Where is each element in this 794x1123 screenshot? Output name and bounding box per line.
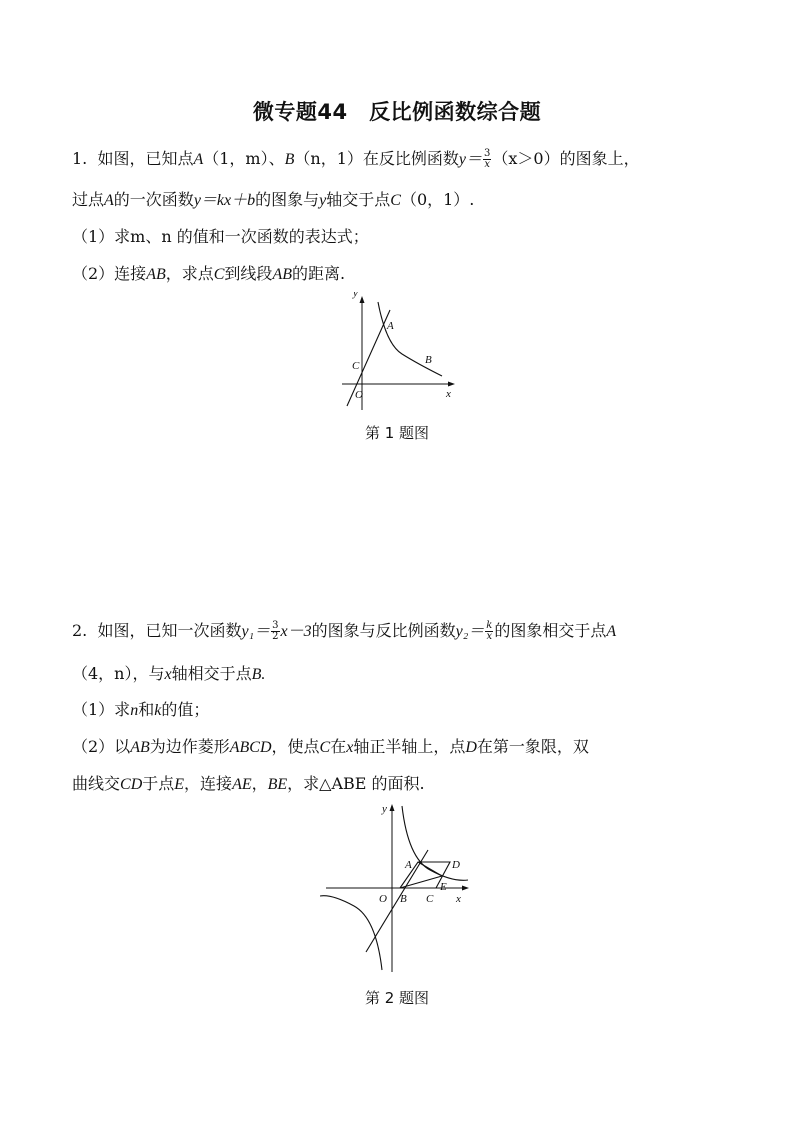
q1-sep: 、 <box>268 149 285 168</box>
q2-p2-d-point: D <box>465 739 477 756</box>
q2-p1-c: 的值； <box>161 700 210 719</box>
q2-p1-a: （1）求 <box>72 700 131 719</box>
q2-p2-comma: ， <box>251 774 268 793</box>
q1-p2-ab2: AB <box>272 266 292 283</box>
q2-hyperbola-lower <box>320 896 382 970</box>
q1-a-coords: （1，m） <box>203 149 269 168</box>
q2-p2-f: 在第一象限，双 <box>476 737 589 756</box>
q1-p2-ab: AB <box>146 266 166 283</box>
q2-intro: 如图，已知一次函数 <box>97 621 242 640</box>
q2-figure <box>320 800 480 975</box>
q1-part-2 <box>72 264 345 285</box>
q1-intro: 如图，已知点 <box>97 149 194 168</box>
page-title: 微专题44 反比例函数综合题 <box>252 100 542 124</box>
q2-p2l2-d: ，求△ABE 的面积. <box>287 774 425 793</box>
q1-line <box>347 310 390 406</box>
q2-f1-den: 2 <box>272 631 279 642</box>
q2-fraction-2 <box>485 621 493 642</box>
q1-l2-b: 的一次函数 <box>113 190 194 209</box>
q2-part-2-line-2 <box>72 774 425 795</box>
q2-p1-k: k <box>154 702 162 719</box>
q2-p2-c-point: C <box>319 739 331 756</box>
q1-condition: （x＞0）的图象上， <box>492 149 640 168</box>
q1-label-o: O <box>355 389 363 401</box>
q2-p1-n: n <box>130 702 139 719</box>
q2-f2-num: k <box>486 620 493 631</box>
q2-f1-num: 3 <box>272 620 279 631</box>
q1-number: 1. <box>72 149 88 168</box>
q1-l2-e: （0，1）. <box>400 190 475 209</box>
q2-p2-e-point: E <box>174 776 185 793</box>
q2-l2-x: x <box>164 666 172 683</box>
q2-p2-e: 轴正半轴上，点 <box>353 737 466 756</box>
q2-l2-b: 轴相交于点 <box>171 664 252 683</box>
q1-l2-point-a: A <box>104 192 114 209</box>
q2-p2-x: x <box>346 739 354 756</box>
q2-label-e: E <box>440 881 447 893</box>
q1-y-arrow <box>360 296 365 303</box>
q2-p2-c: ，使点 <box>271 737 320 756</box>
q1-l2-point-c: C <box>390 192 401 209</box>
q2-p2-ae: AE <box>232 776 252 793</box>
q2-label-x: x <box>456 893 461 905</box>
q1-label-c: C <box>352 360 360 372</box>
q2-part-2-line-1 <box>72 737 589 758</box>
q1-label-x: x <box>446 388 451 400</box>
q1-p2-c-point: C <box>213 266 225 283</box>
q2-p2-b: 为边作菱形 <box>149 737 230 756</box>
q2-part-1 <box>72 700 209 721</box>
q2-p2-a: （2）以 <box>72 737 131 756</box>
q1-hyperbola <box>378 302 442 376</box>
q2-y-arrow <box>390 804 395 811</box>
q1-point-a: A <box>193 151 204 168</box>
q1-l2-a: 过点 <box>72 190 105 209</box>
q2-y2: y₂＝ <box>455 623 485 640</box>
q1-x-arrow <box>448 382 455 387</box>
q1-b-coords: （n，1） <box>294 149 363 168</box>
q2-mid: 的图象与反比例函数 <box>311 621 456 640</box>
q1-caption: 第 1 题图 <box>364 424 430 442</box>
q2-p2-cd: CD <box>120 776 143 793</box>
q1-p2-c: 到线段 <box>224 264 273 283</box>
q2-p1-b: 和 <box>138 700 155 719</box>
q2-p2l2-c: ，连接 <box>184 774 233 793</box>
q1-figure <box>330 292 470 414</box>
q2-p2-be: BE <box>267 776 288 793</box>
q2-fraction-1 <box>271 621 279 642</box>
q1-label-a: A <box>387 320 394 332</box>
q2-f2-den: x <box>486 631 493 642</box>
q1-p2-b: ，求点 <box>165 264 214 283</box>
q2-p2-abcd: ABCD <box>229 739 272 756</box>
q2-y1: y₁＝ <box>241 623 271 640</box>
q1-linear-func: y＝kx＋b <box>193 192 256 209</box>
q1-label-y: y <box>353 292 358 299</box>
q1-frac-den: x <box>484 159 491 170</box>
q1-p2-d: 的距离. <box>291 264 346 283</box>
q1-line-2 <box>72 190 474 211</box>
q1-fraction <box>483 149 491 170</box>
q2-x-arrow <box>462 886 469 891</box>
q2-label-b: B <box>400 893 407 905</box>
q1-line-1 <box>72 149 640 170</box>
q2-label-d: D <box>452 859 460 871</box>
q2-number: 2. <box>72 621 88 640</box>
q1-part-1: （1）求m、n 的值和一次函数的表达式； <box>72 227 369 246</box>
q2-y1-rest: x－3 <box>280 623 312 640</box>
q2-p2l2-b: 于点 <box>142 774 175 793</box>
q1-l2-c: 的图象与 <box>255 190 320 209</box>
q2-segment-be <box>400 876 442 888</box>
q2-p2-ab: AB <box>130 739 150 756</box>
q2-line-1 <box>72 621 616 642</box>
q2-label-o: O <box>379 893 387 905</box>
q1-y-eq: y＝ <box>458 151 483 168</box>
q2-segment-ae <box>418 862 442 876</box>
q2-l2-point-b: B. <box>251 666 266 683</box>
q2-label-a: A <box>405 859 412 871</box>
q2-label-c: C <box>426 893 434 905</box>
q1-l2-y: y <box>319 192 327 209</box>
q2-label-y: y <box>382 803 387 815</box>
q1-frac-num: 3 <box>484 148 491 159</box>
q2-p2l2-a: 曲线交 <box>72 774 121 793</box>
q2-p2-d: 在 <box>330 737 347 756</box>
q2-end: 的图象相交于点 <box>494 621 607 640</box>
q2-l2-a: （4，n），与 <box>72 664 165 683</box>
q2-point-a: A <box>606 623 617 640</box>
q1-label-b: B <box>425 354 432 366</box>
q1-on-graph: 在反比例函数 <box>362 149 459 168</box>
q1-p2-a: （2）连接 <box>72 264 147 283</box>
q1-point-b: B <box>284 151 295 168</box>
q2-line-2 <box>72 664 265 685</box>
q2-linear-line <box>366 850 428 952</box>
q1-l2-d: 轴交于点 <box>326 190 391 209</box>
q2-caption: 第 2 题图 <box>364 989 430 1007</box>
